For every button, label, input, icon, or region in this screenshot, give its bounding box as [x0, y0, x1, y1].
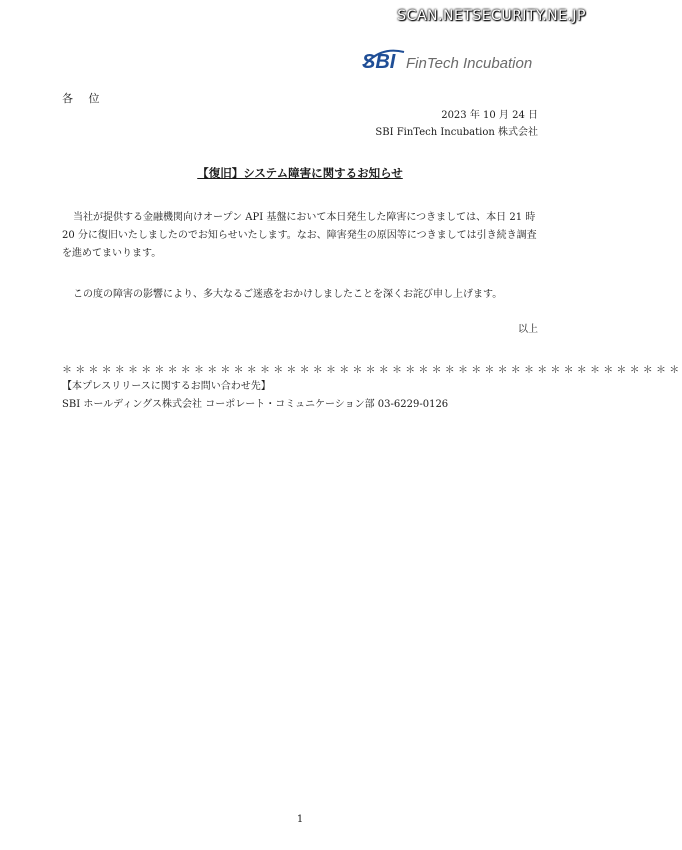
document-date: 2023 年 10 月 24 日	[441, 110, 538, 121]
paragraph-2-text: この度の障害の影響により、多大なるご迷惑をおかけしましたことを深くお詫び申し上げます。	[73, 289, 503, 300]
document-title: 【復旧】システム障害に関するお知らせ	[197, 166, 403, 180]
paragraph-1-text: 当社が提供する金融機関向けオープン API 基盤において本日発生した障害につきましては、本日 21 時 20 分に復旧いたしましたのでお知らせいたします。なお、障害発生の原因等につきましては引き続き調査を進めてまいります。	[62, 212, 537, 259]
site-watermark: SCAN.NETSECURITY.NE.JP	[397, 8, 586, 24]
logo-brand-text: SBI	[362, 51, 396, 73]
closing-word: 以上	[518, 324, 538, 335]
separator-line: ＊＊＊＊＊＊＊＊＊＊＊＊＊＊＊＊＊＊＊＊＊＊＊＊＊＊＊＊＊＊＊＊＊＊＊＊＊＊＊＊＊＊＊＊＊＊＊	[62, 365, 682, 376]
body-paragraph-2	[62, 286, 540, 304]
company-logo	[360, 44, 540, 72]
contact-info: SBI ホールディングス株式会社 コーポレート・コミュニケーション部 03-6229-0126	[62, 399, 449, 410]
page-number: 1	[296, 814, 304, 825]
addressee: 各 位	[62, 92, 106, 105]
contact-heading: 【本プレスリリースに関するお問い合わせ先】	[62, 381, 271, 392]
issuer-company: SBI FinTech Incubation 株式会社	[375, 127, 538, 138]
body-paragraph-1	[62, 209, 540, 263]
logo-name-text: FinTech Incubation	[406, 55, 533, 72]
